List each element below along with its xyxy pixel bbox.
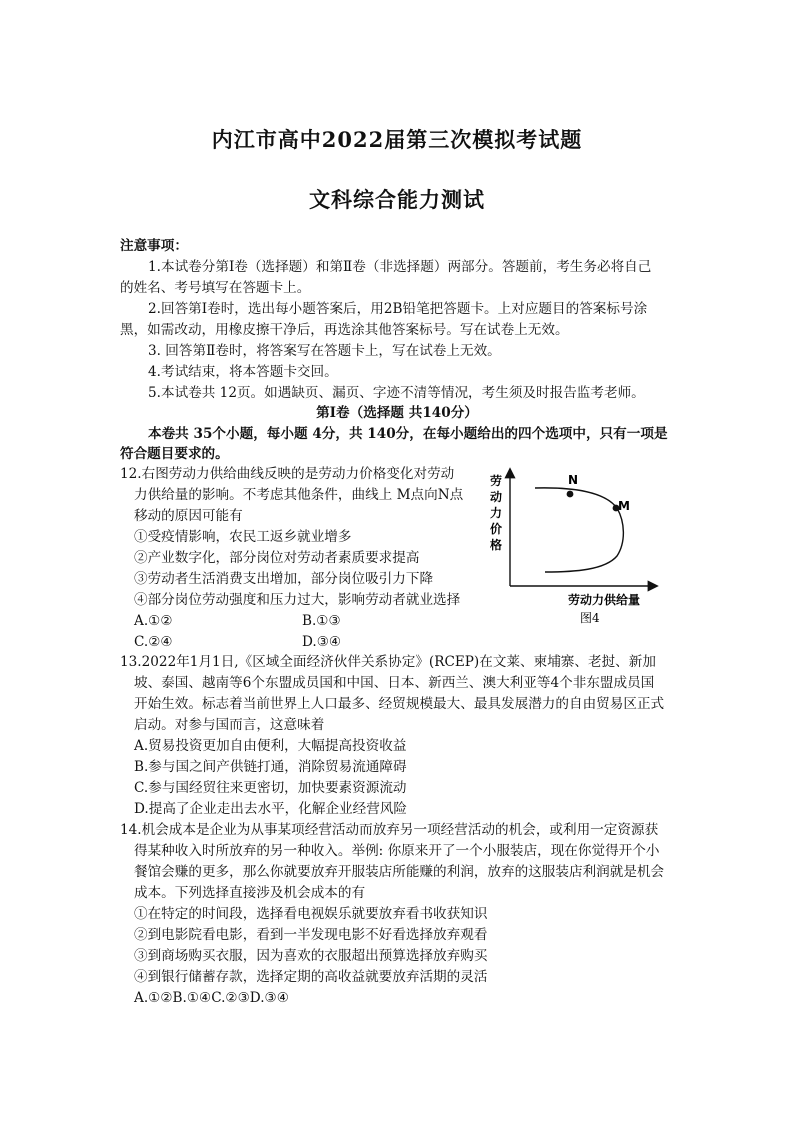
q14-statement: ④到银行储蓄存款，选择定期的高收益就要放弃活期的灵活 [134, 969, 488, 985]
notice-item: 2.回答第Ⅰ卷时，选出每小题答案后，用2B铅笔把答题卡。上对应题目的答案标号涂 [148, 301, 648, 317]
notice-item: 3. 回答第Ⅱ卷时，将答案写在答题卡上，写在试卷上无效。 [148, 343, 501, 359]
y-axis-label-char: 价 [490, 522, 503, 536]
q12-option-b: B.①③ [302, 613, 341, 629]
notice-heading: 注意事项： [120, 238, 188, 254]
q12-option-a: A.①② [134, 613, 173, 629]
q14-stem: 成本。下列选择直接涉及机会成本的有 [134, 885, 366, 901]
notice-item: 4.考试结束，将本答题卡交回。 [148, 364, 338, 380]
q12-option-c: C.②④ [134, 634, 173, 650]
q13-option-d: D.提高了企业走出去水平，化解企业经营风险 [134, 801, 408, 817]
q12-stem: 力供给量的影响。不考虑其他条件，曲线上 M点向N点 [134, 487, 464, 503]
q13-stem: 坡、泰国、越南等6个东盟成员国和中国、日本、新西兰、澳大利亚等4个非东盟成员国 [134, 675, 655, 691]
q13-option-b: B.参与国之间产供链打通，消除贸易流通障碍 [134, 759, 407, 775]
q14-stem: 餐馆会赚的更多，那么你就要放弃开服装店所能赚的利润，放弃的这服装店利润就是机会 [134, 864, 665, 880]
notice-item: 1.本试卷分第Ⅰ卷（选择题）和第Ⅱ卷（非选择题）两部分。答题前，考生务必将自己 [148, 259, 652, 275]
q14-stem: 14.机会成本是企业为从事某项经营活动而放弃另一项经营活动的机会，或利用一定资源获 [120, 822, 659, 838]
q12-statement: ③劳动者生活消费支出增加，部分岗位吸引力下降 [134, 571, 434, 587]
y-axis-label-char: 格 [490, 538, 503, 552]
supply-curve [535, 488, 623, 572]
labor-supply-curve-figure [480, 460, 680, 630]
q13-option-c: C.参与国经贸往来更密切，加快要素资源流动 [134, 780, 407, 796]
notice-item: 5.本试卷共 12页。如遇缺页、漏页、字迹不清等情况，考生须及时报告监考老师。 [148, 385, 645, 401]
q14-statement: ②到电影院看电影，看到一半发现电影不好看选择放弃观看 [134, 927, 488, 943]
notice-item: 黑，如需改动，用橡皮擦干净后，再选涂其他答案标号。写在试卷上无效。 [120, 322, 569, 338]
q13-stem: 启动。对参与国而言，这意味着 [134, 717, 325, 733]
q14-options: A.①②B.①④C.②③D.③④ [134, 990, 289, 1006]
section-intro: 本卷共 35个小题，每小题 4分，共 140分，在每小题给出的四个选项中，只有一项是 [148, 426, 668, 442]
q12-statement: ①受疫情影响，农民工返乡就业增多 [134, 529, 352, 545]
y-axis-label-char: 力 [490, 506, 503, 520]
section-intro: 符合题目要求的。 [120, 446, 229, 462]
q13-option-a: A.贸易投资更加自由便利，大幅提高投资收益 [134, 738, 407, 754]
q13-stem: 开始生效。标志着当前世界上人口最多、经贸规模最大、最具发展潜力的自由贸易区正式 [134, 696, 665, 712]
q12-statement: ④部分岗位劳动强度和压力过大，影响劳动者就业选择 [134, 592, 461, 608]
q14-stem: 得某种收入时所放弃的另一种收入。举例: 你原来开了一个小服装店，现在你觉得开个小 [134, 843, 660, 859]
page-title: 内江市高中2022届第三次模拟考试题 [211, 127, 583, 152]
notice-item: 的姓名、考号填写在答题卡上。 [120, 280, 311, 296]
point-n-marker [567, 491, 574, 498]
y-axis-label-char: 劳 [490, 474, 503, 488]
figure-caption: 图4 [580, 611, 600, 625]
y-axis-label-char: 动 [490, 490, 503, 504]
q13-stem: 13.2022年1月1日,《区域全面经济伙伴关系协定》(RCEP)在文莱、柬埔寨、老挝、新加 [120, 654, 656, 670]
page-subtitle: 文科综合能力测试 [309, 187, 485, 212]
q12-statement: ②产业数字化，部分岗位对劳动者素质要求提高 [134, 550, 420, 566]
q12-option-d: D.③④ [302, 634, 342, 650]
point-m-label: M [618, 499, 630, 513]
q12-stem: 移动的原因可能有 [134, 508, 243, 524]
q14-statement: ①在特定的时间段，选择看电视娱乐就要放弃看书收获知识 [134, 906, 488, 922]
q12-stem: 12.右图劳动力供给曲线反映的是劳动力价格变化对劳动 [120, 466, 455, 482]
section-title: 第Ⅰ卷（选择题 共140分） [316, 405, 478, 421]
x-axis-label: 劳动力供给量 [568, 593, 641, 607]
point-n-label: N [568, 473, 579, 487]
q14-statement: ③到商场购买衣服，因为喜欢的衣服超出预算选择放弃购买 [134, 948, 488, 964]
